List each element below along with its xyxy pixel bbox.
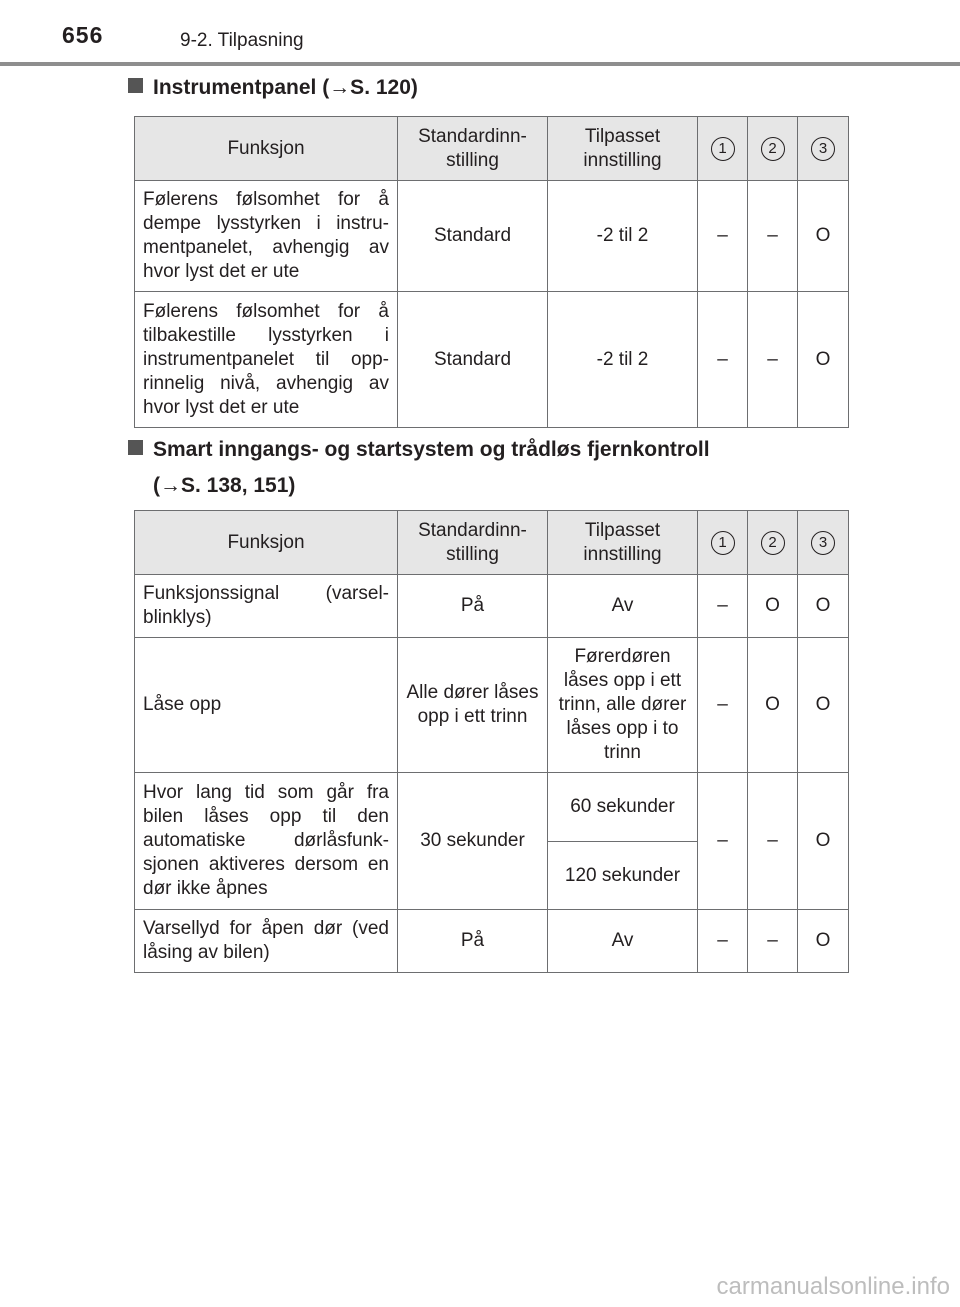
column-header [748, 511, 798, 575]
default-cell: På [398, 910, 548, 973]
circled-number-2-icon: 2 [761, 531, 785, 555]
chapter-title: 9-2. Tilpasning [180, 30, 304, 51]
watermark-text: carmanualsonline.info [716, 1273, 950, 1300]
column-header [798, 511, 849, 575]
mark-cell: – [698, 910, 748, 973]
custom-cell: 120 sekunder [548, 842, 698, 910]
column-header: Funksjon [135, 511, 398, 575]
section-title-instrumentpanel: Instrumentpanel (→S. 120) [128, 72, 418, 104]
mark-cell: – [748, 292, 798, 428]
default-cell: Alle dører låses opp i ett trinn [398, 638, 548, 773]
mark-cell: O [798, 292, 849, 428]
column-header: Tilpasset innstilling [548, 511, 698, 575]
default-cell: 30 sekunder [398, 773, 548, 910]
function-cell: Låse opp [135, 638, 398, 773]
mark-cell: – [748, 181, 798, 292]
mark-cell: – [698, 773, 748, 910]
table-header-row [135, 117, 849, 181]
table-row [135, 910, 849, 973]
section-title-smart-entry: Smart inngangs- og startsystem og trådløs fjernkontroll (→S. 138, 151) [128, 434, 710, 502]
table-row [135, 292, 849, 428]
mark-cell: O [748, 638, 798, 773]
mark-cell: O [798, 773, 849, 910]
circled-number-1-icon: 1 [711, 531, 735, 555]
function-cell: Varsellyd for åpen dør (ved låsing av bilen) [135, 910, 398, 973]
table-header-row [135, 511, 849, 575]
mark-cell: O [798, 910, 849, 973]
default-cell: Standard [398, 292, 548, 428]
column-header [698, 511, 748, 575]
column-header: Standardinn-stilling [398, 511, 548, 575]
table-row [135, 575, 849, 638]
custom-cell: -2 til 2 [548, 292, 698, 428]
circled-number-1-icon: 1 [711, 137, 735, 161]
square-bullet-icon [128, 440, 143, 455]
column-header: Tilpasset innstilling [548, 117, 698, 181]
table-row [135, 638, 849, 773]
custom-cell: 60 sekunder [548, 773, 698, 842]
function-cell: Hvor lang tid som går fra bilen låses opp til den automatiske dørlåsfunk-sjonen aktiveres dersom en dør ikke åpnes [135, 773, 398, 910]
column-header: Standardinn-stilling [398, 117, 548, 181]
mark-cell: O [748, 575, 798, 638]
default-cell: Standard [398, 181, 548, 292]
custom-cell: Av [548, 910, 698, 973]
mark-cell: – [698, 181, 748, 292]
function-cell: Følerens følsomhet for å tilbakestille lysstyrken i instrumentpanelet til opp-rinnelig nivå, avhengig av hvor lyst det er ute [135, 292, 398, 428]
circled-number-3-icon: 3 [811, 531, 835, 555]
column-header [798, 117, 849, 181]
mark-cell: O [798, 638, 849, 773]
function-cell: Funksjonssignal (varsel-blinklys) [135, 575, 398, 638]
custom-cell: Førerdøren låses opp i ett trinn, alle dører låses opp i to trinn [548, 638, 698, 773]
header-divider [0, 62, 960, 66]
column-header: Funksjon [135, 117, 398, 181]
circled-number-3-icon: 3 [811, 137, 835, 161]
mark-cell: O [798, 575, 849, 638]
mark-cell: – [748, 910, 798, 973]
column-header [698, 117, 748, 181]
mark-cell: – [748, 773, 798, 910]
mark-cell: – [698, 638, 748, 773]
mark-cell: – [698, 575, 748, 638]
smart-entry-table [134, 510, 849, 973]
function-cell: Følerens følsomhet for å dempe lysstyrken i instru-mentpanelet, avhengig av hvor lyst det er ute [135, 181, 398, 292]
square-bullet-icon [128, 78, 143, 93]
circled-number-2-icon: 2 [761, 137, 785, 161]
custom-cell: Av [548, 575, 698, 638]
custom-cell: -2 til 2 [548, 181, 698, 292]
table-row [135, 773, 849, 842]
mark-cell: – [698, 292, 748, 428]
table-row [135, 181, 849, 292]
column-header [748, 117, 798, 181]
default-cell: På [398, 575, 548, 638]
mark-cell: O [798, 181, 849, 292]
page-number: 656 [62, 22, 104, 48]
instrumentpanel-table [134, 116, 849, 428]
